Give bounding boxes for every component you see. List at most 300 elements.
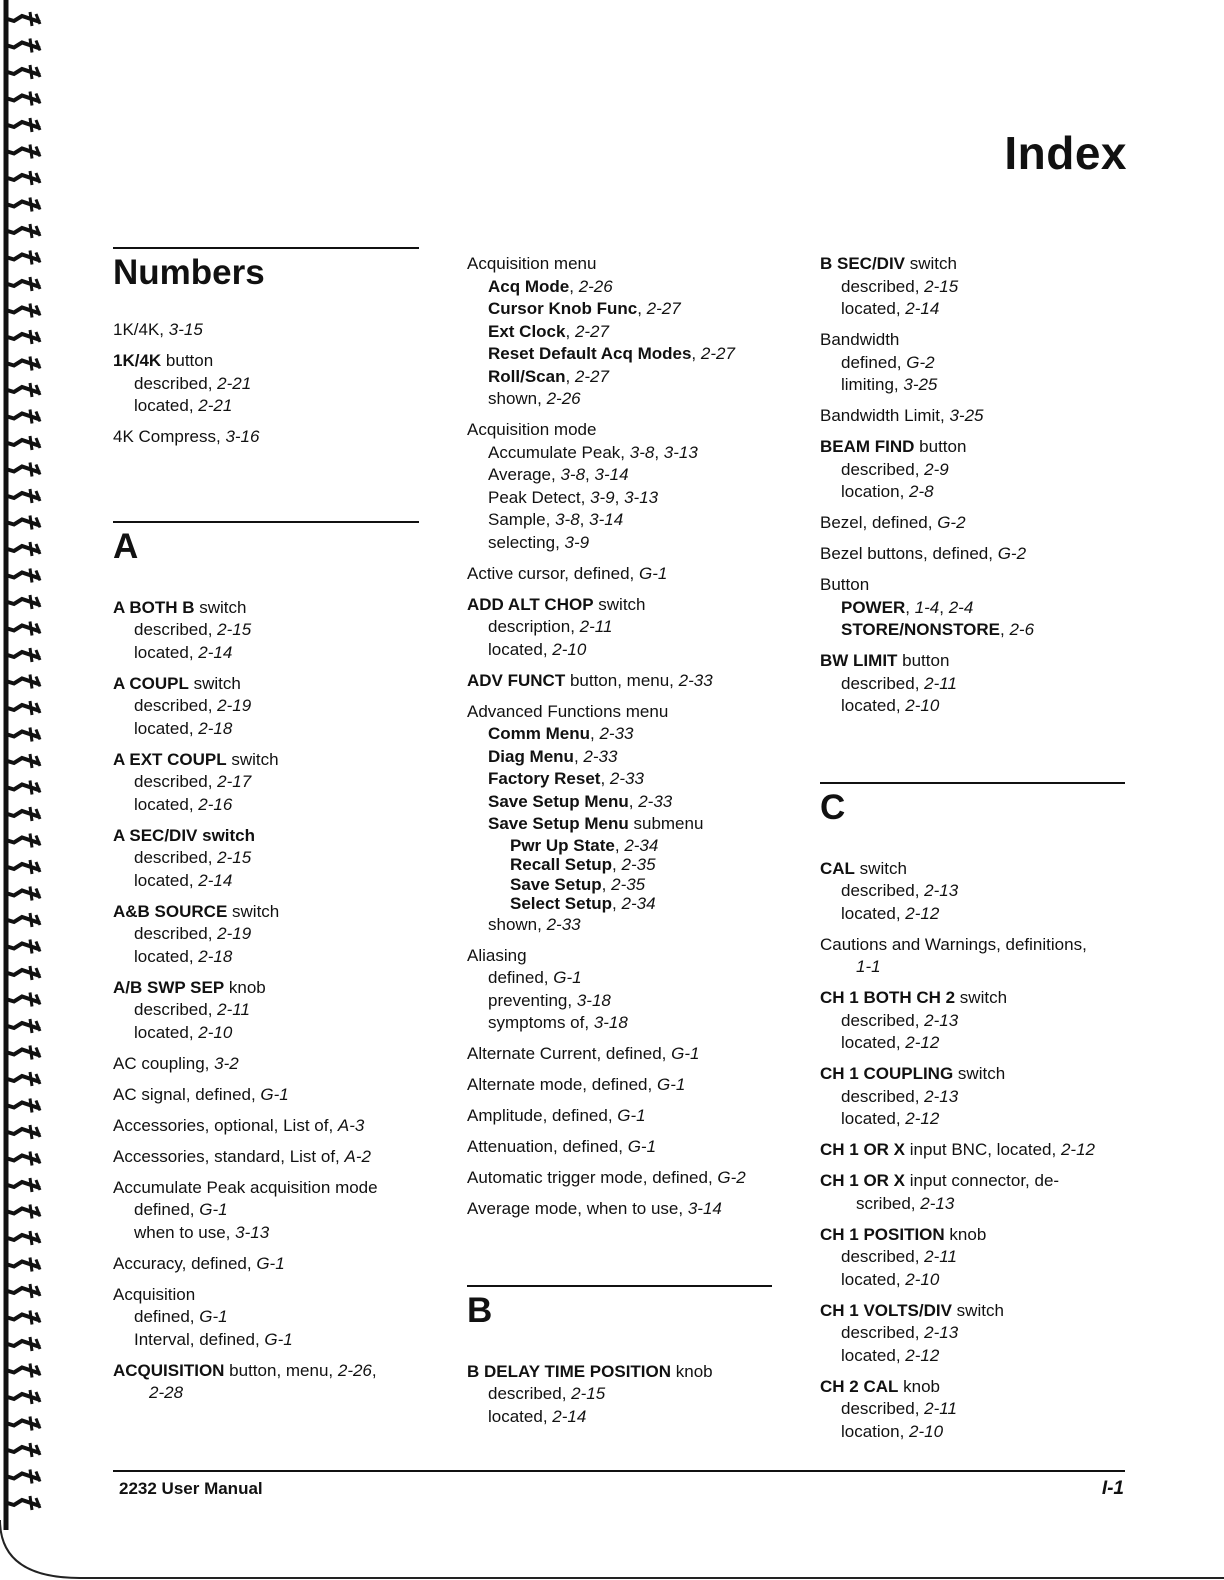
entry-text: Save Setup Menu xyxy=(488,791,629,811)
entry-term xyxy=(467,419,772,442)
spiral-binding xyxy=(0,0,46,1580)
entry-term xyxy=(467,945,772,968)
binding-coil xyxy=(4,1156,40,1162)
index-entry xyxy=(820,253,1125,321)
entry-term xyxy=(113,749,419,772)
index-entry xyxy=(113,1115,419,1138)
index-entry xyxy=(113,597,419,665)
index-entry xyxy=(113,426,419,449)
entry-subterm xyxy=(820,1108,1125,1131)
entry-text: located, xyxy=(841,1033,906,1052)
binding-coil xyxy=(4,1103,40,1109)
binding-coil xyxy=(4,1341,40,1347)
binding-coil xyxy=(4,1368,40,1374)
entry-text: described, xyxy=(841,1086,925,1106)
entry-subterm xyxy=(467,487,772,510)
entry-text: Select Setup xyxy=(510,894,613,913)
binding-coil xyxy=(4,1129,40,1135)
entry-text: Recall Setup xyxy=(510,855,613,874)
entry-text: knob xyxy=(224,977,266,997)
index-entry xyxy=(820,574,1125,642)
page-reference: 2-11 xyxy=(924,1399,957,1418)
page-reference: G-1 xyxy=(256,1253,285,1273)
page-reference: G-1 xyxy=(199,1307,228,1326)
entry-text: A BOTH B xyxy=(113,597,195,617)
entry-text: Comm Menu xyxy=(488,724,590,743)
entry-text: Active cursor, defined, xyxy=(467,563,639,583)
entry-text: Automatic trigger mode, defined, xyxy=(467,1168,718,1187)
entry-text: BEAM FIND xyxy=(820,437,915,456)
page-reference: 2-4 xyxy=(948,597,974,617)
page-reference: 2-26 xyxy=(337,1360,372,1380)
section-rule xyxy=(113,521,419,523)
entry-text: switch xyxy=(226,749,279,769)
entry-text: located, xyxy=(134,870,199,890)
page-reference: 2-12 xyxy=(905,1109,940,1128)
binding-coil xyxy=(4,228,40,234)
entry-term xyxy=(820,1224,1125,1247)
page-reference: 2-12 xyxy=(905,1345,940,1365)
entry-text: Save Setup xyxy=(510,874,602,894)
entry-term xyxy=(113,426,419,449)
index-entry xyxy=(820,1224,1125,1292)
entry-text: , xyxy=(691,344,701,363)
binding-coil xyxy=(4,1394,40,1400)
entry-text: described, xyxy=(841,881,925,900)
entry-term xyxy=(113,977,419,1000)
page-reference: 2-35 xyxy=(611,874,646,894)
entry-term xyxy=(467,253,772,276)
entry-subterm xyxy=(113,395,419,418)
page-reference: 2-10 xyxy=(905,1269,940,1289)
entry-text: Bezel, defined, xyxy=(820,513,938,532)
page-reference: 2-10 xyxy=(909,1421,944,1441)
entry-text: A EXT COUPL xyxy=(113,749,227,769)
section-heading: C xyxy=(820,787,846,827)
page-reference: 2-33 xyxy=(583,746,618,766)
entry-text: preventing, xyxy=(488,990,577,1010)
index-section xyxy=(820,782,1125,1444)
index-entry xyxy=(113,1146,419,1169)
entry-text: , xyxy=(565,366,575,386)
entry-subterm xyxy=(820,1086,1125,1109)
index-section xyxy=(113,247,419,449)
entry-term xyxy=(467,670,772,693)
page-reference: 2-33 xyxy=(599,724,634,743)
page-reference: G-1 xyxy=(627,1137,657,1156)
page-reference: 2-6 xyxy=(1009,620,1035,639)
entry-text: knob xyxy=(671,1361,713,1381)
index-entry xyxy=(113,1084,419,1107)
entry-term xyxy=(820,253,1125,276)
entry-subterm xyxy=(467,298,772,321)
page-reference: 2-33 xyxy=(609,769,644,788)
index-section xyxy=(820,253,1125,718)
page-reference: 2-13 xyxy=(924,1086,959,1106)
entry-subterm xyxy=(820,1010,1125,1033)
entry-subterm xyxy=(820,352,1125,375)
entry-term xyxy=(820,543,1125,566)
entry-text: described, xyxy=(134,696,218,715)
index-entry xyxy=(820,1376,1125,1444)
entry-text: button xyxy=(161,351,214,370)
page-reference: G-1 xyxy=(617,1106,646,1125)
entry-text: Button xyxy=(820,575,870,594)
entry-subterm xyxy=(113,1329,419,1352)
entry-text: location, xyxy=(841,1421,910,1441)
entry-text: , xyxy=(1000,620,1010,639)
entry-subterm xyxy=(113,771,419,794)
entry-subterm xyxy=(820,619,1125,642)
entry-text: switch xyxy=(227,901,280,921)
entry-text: , xyxy=(905,597,915,617)
entry-text: STORE/NONSTORE xyxy=(841,620,1001,639)
index-entry xyxy=(113,825,419,893)
entry-subterm xyxy=(467,1406,772,1429)
page-reference: 2-27 xyxy=(574,321,609,341)
entry-term xyxy=(113,1053,419,1076)
entry-text: CH 1 COUPLING xyxy=(820,1064,954,1083)
entry-term xyxy=(113,350,419,373)
entry-text: A COUPL xyxy=(113,673,189,693)
entry-text: , xyxy=(569,276,579,296)
entry-subterm xyxy=(467,1383,772,1406)
entry-text: when to use, xyxy=(134,1222,236,1242)
entry-term xyxy=(113,1146,419,1169)
page-reference: 2-21 xyxy=(198,396,233,415)
entry-text: Accessories, standard, List of, xyxy=(113,1146,345,1166)
binding-coil xyxy=(4,838,40,844)
page-reference: 2-16 xyxy=(198,794,233,814)
entry-text: located, xyxy=(841,696,906,715)
index-entry xyxy=(820,436,1125,504)
page-reference: 3-13 xyxy=(235,1222,270,1242)
entry-text: Accuracy, defined, xyxy=(113,1253,257,1273)
entry-subterm xyxy=(467,914,772,937)
entry-text: Amplitude, defined, xyxy=(467,1106,618,1125)
page-reference: 2-13 xyxy=(924,1010,959,1030)
entry-subterm xyxy=(820,880,1125,903)
page-reference: 2-27 xyxy=(646,299,681,318)
entry-text: defined, xyxy=(134,1307,200,1326)
entry-text: button, menu, xyxy=(565,670,679,690)
entry-text: Average mode, when to use, xyxy=(467,1199,688,1218)
index-entry xyxy=(113,1177,419,1245)
entry-term xyxy=(820,405,1125,428)
entry-subterm xyxy=(467,366,772,389)
index-section xyxy=(113,521,419,1405)
entry-text: selecting, xyxy=(488,532,565,552)
entry-subterm xyxy=(467,343,772,366)
page-reference: 2-19 xyxy=(217,924,252,943)
index-entry xyxy=(113,1284,419,1352)
index-entry xyxy=(467,594,772,662)
entry-term xyxy=(467,594,772,617)
entry-subterm xyxy=(467,768,772,791)
entry-text: , xyxy=(614,487,625,507)
binding-coil xyxy=(4,1182,40,1188)
page-reference: G-1 xyxy=(199,1200,228,1219)
entry-text: ADD ALT CHOP xyxy=(467,594,594,614)
entry-text: CH 2 CAL xyxy=(820,1376,899,1396)
entry-text: Peak Detect, xyxy=(488,487,591,507)
entry-subterm xyxy=(113,718,419,741)
section-heading: Numbers xyxy=(113,253,265,292)
index-entry xyxy=(820,1300,1125,1368)
page-reference: 3-15 xyxy=(168,320,203,339)
entry-text: , xyxy=(612,894,622,913)
index-entry xyxy=(820,650,1125,718)
entry-subterm xyxy=(113,1306,419,1329)
page-reference: 2-13 xyxy=(920,1193,955,1213)
page-reference: G-1 xyxy=(638,563,668,583)
page-reference: 2-11 xyxy=(217,1000,250,1019)
binding-coil xyxy=(4,493,40,499)
entry-text: described, xyxy=(841,1247,925,1266)
entry-text: switch xyxy=(951,1300,1004,1320)
binding-coil xyxy=(4,1421,40,1427)
entry-text: Attenuation, defined, xyxy=(467,1137,628,1156)
entry-text: Acq Mode xyxy=(488,276,570,296)
footer-page-number: I-1 xyxy=(1101,1478,1124,1499)
page-reference: G-2 xyxy=(997,544,1027,563)
entry-text: located, xyxy=(134,642,199,662)
page-reference: 3-8 xyxy=(629,442,655,462)
index-entry xyxy=(113,901,419,969)
entry-text: shown, xyxy=(488,389,547,408)
entry-subterm xyxy=(467,616,772,639)
entry-text: described, xyxy=(134,373,218,393)
entry-term xyxy=(113,1360,419,1383)
binding-coil xyxy=(4,679,40,685)
entry-subterm xyxy=(820,481,1125,504)
entry-subterm xyxy=(467,532,772,555)
entry-subterm xyxy=(113,695,419,718)
entry-text: described, xyxy=(488,1384,572,1403)
entry-subterm xyxy=(820,1421,1125,1444)
binding-coil xyxy=(4,122,40,128)
binding-coil xyxy=(4,652,40,658)
index-entry xyxy=(113,319,419,342)
entry-subterm xyxy=(820,673,1125,696)
entry-text: B DELAY TIME POSITION xyxy=(467,1361,672,1381)
binding-coil xyxy=(4,917,40,923)
entry-subterm xyxy=(467,836,772,856)
index-entry xyxy=(467,1105,772,1128)
entry-text: Bandwidth xyxy=(820,330,900,349)
binding-coil xyxy=(4,997,40,1003)
index-entry xyxy=(113,1253,419,1276)
entry-text: located, xyxy=(134,794,199,814)
entry-text: Accumulate Peak, xyxy=(488,442,630,462)
entry-subterm xyxy=(113,1199,419,1222)
index-entry xyxy=(820,1063,1125,1131)
entry-term xyxy=(113,1284,419,1307)
entry-text: , xyxy=(637,299,647,318)
page-reference: 3-25 xyxy=(949,406,984,425)
index-entry xyxy=(467,1074,772,1097)
entry-text: Cursor Knob Func xyxy=(488,299,638,318)
entry-text: Factory Reset xyxy=(488,769,601,788)
entry-text: input BNC, located, xyxy=(905,1140,1061,1159)
entry-term xyxy=(467,563,772,586)
entry-text: defined, xyxy=(134,1200,200,1219)
entry-text: located, xyxy=(841,903,906,923)
binding-coil xyxy=(4,387,40,393)
entry-term xyxy=(820,650,1125,673)
index-entry xyxy=(113,749,419,817)
entry-subterm xyxy=(113,1222,419,1245)
entry-term xyxy=(820,329,1125,352)
entry-subterm xyxy=(820,956,1125,979)
entry-subterm xyxy=(467,894,772,914)
entry-text: Alternate Current, defined, xyxy=(467,1044,672,1063)
entry-text: 1K/4K xyxy=(113,351,162,370)
binding-coil xyxy=(4,944,40,950)
entry-term xyxy=(113,1253,419,1276)
entry-text: located, xyxy=(134,946,199,966)
entry-subterm xyxy=(820,1246,1125,1269)
entry-text: Reset Default Acq Modes xyxy=(488,344,692,363)
index-entry xyxy=(820,1170,1125,1215)
binding-coil xyxy=(4,175,40,181)
entry-text: AC signal, defined, xyxy=(113,1084,261,1104)
entry-text: described, xyxy=(134,848,218,867)
entry-text: defined, xyxy=(841,352,907,372)
entry-subterm xyxy=(820,1032,1125,1055)
binding-coil xyxy=(4,1474,40,1480)
binding-coil xyxy=(4,1209,40,1215)
entry-text: , xyxy=(600,769,610,788)
section-heading: A xyxy=(113,526,139,566)
entry-text: described, xyxy=(841,459,925,479)
entry-text: described, xyxy=(841,1010,925,1030)
page-reference: 2-34 xyxy=(624,835,659,855)
entry-text: , xyxy=(654,442,664,462)
entry-text: Sample, xyxy=(488,510,556,529)
entry-text: button xyxy=(897,651,950,670)
page-reference: 3-14 xyxy=(594,465,629,484)
entry-text: switch xyxy=(955,988,1008,1007)
page-reference: 2-14 xyxy=(198,642,233,662)
entry-text: described, xyxy=(841,1323,925,1342)
entry-subterm xyxy=(113,642,419,665)
entry-text: Accessories, optional, List of, xyxy=(113,1115,338,1135)
entry-subterm xyxy=(820,695,1125,718)
index-entry xyxy=(820,543,1125,566)
entry-text: CH 1 POSITION xyxy=(820,1224,945,1244)
entry-text: button, menu, xyxy=(224,1360,338,1380)
page-reference: 2-12 xyxy=(905,903,940,923)
entry-text: Roll/Scan xyxy=(488,366,566,386)
entry-subterm xyxy=(467,791,772,814)
entry-text: Acquisition menu xyxy=(467,254,597,273)
index-entry xyxy=(820,987,1125,1055)
binding-coil xyxy=(4,520,40,526)
entry-text: described, xyxy=(841,1399,925,1418)
entry-text: located, xyxy=(841,1109,906,1128)
index-entry xyxy=(820,858,1125,926)
entry-subterm xyxy=(820,1398,1125,1421)
binding-coil xyxy=(4,1235,40,1241)
page-reference: 2-27 xyxy=(574,366,609,386)
entry-term xyxy=(820,858,1125,881)
page-reference: 2-13 xyxy=(924,1323,959,1342)
page-reference: 2-33 xyxy=(678,670,713,690)
entry-term xyxy=(113,1115,419,1138)
page-reference: 2-15 xyxy=(217,620,252,639)
entry-subterm xyxy=(820,1345,1125,1368)
entry-subterm xyxy=(820,374,1125,397)
page-reference: 3-18 xyxy=(593,1013,628,1032)
entry-text: submenu xyxy=(628,814,704,833)
index-entry xyxy=(467,1167,772,1190)
entry-subterm xyxy=(820,1269,1125,1292)
entry-subterm xyxy=(113,1022,419,1045)
entry-term xyxy=(113,825,419,848)
entry-term xyxy=(113,1177,419,1200)
entry-subterm xyxy=(820,1193,1125,1216)
entry-subterm xyxy=(113,999,419,1022)
entry-subterm xyxy=(467,321,772,344)
page-reference: 2-10 xyxy=(198,1022,233,1042)
page-reference: 2-11 xyxy=(924,673,957,693)
entry-text: described, xyxy=(134,1000,218,1019)
page-reference: 2-10 xyxy=(552,639,587,659)
entry-term xyxy=(113,1084,419,1107)
page-reference: 3-14 xyxy=(687,1199,722,1218)
page-reference: 3-16 xyxy=(225,427,260,446)
entry-term xyxy=(820,1300,1125,1323)
binding-coil xyxy=(4,1315,40,1321)
entry-term xyxy=(467,1043,772,1066)
entry-text: Save Setup Menu xyxy=(488,814,629,833)
entry-term xyxy=(467,1136,772,1159)
entry-text: Pwr Up State xyxy=(510,835,615,855)
index-entry xyxy=(467,670,772,693)
entry-subterm xyxy=(113,923,419,946)
entry-text: Advanced Functions menu xyxy=(467,701,669,721)
entry-text: limiting, xyxy=(841,375,904,394)
binding-coil xyxy=(4,573,40,579)
binding-coil xyxy=(4,43,40,49)
index-entry xyxy=(113,673,419,741)
entry-text: located, xyxy=(841,1345,906,1365)
page-reference: 2-18 xyxy=(198,946,233,966)
entry-subterm xyxy=(467,967,772,990)
binding-coil xyxy=(4,758,40,764)
entry-subterm xyxy=(467,1012,772,1035)
section-heading: B xyxy=(467,1290,493,1330)
entry-subterm xyxy=(820,1322,1125,1345)
page-title: Index xyxy=(1004,127,1127,179)
binding-coil xyxy=(4,69,40,75)
entry-text: B SEC/DIV xyxy=(820,254,906,273)
page-reference: 2-13 xyxy=(924,881,959,900)
entry-term xyxy=(113,597,419,620)
page-reference: 2-14 xyxy=(552,1406,587,1426)
entry-text: CH 1 OR X xyxy=(820,1140,906,1159)
entry-text: switch xyxy=(854,858,907,878)
page-reference: 2-14 xyxy=(198,870,233,890)
page-reference: 3-8 xyxy=(555,510,580,529)
entry-text: Alternate mode, defined, xyxy=(467,1075,657,1094)
binding-coil xyxy=(4,440,40,446)
index-entry xyxy=(820,405,1125,428)
binding-coil xyxy=(4,1262,40,1268)
entry-term xyxy=(467,1198,772,1221)
entry-text: location, xyxy=(841,482,910,501)
